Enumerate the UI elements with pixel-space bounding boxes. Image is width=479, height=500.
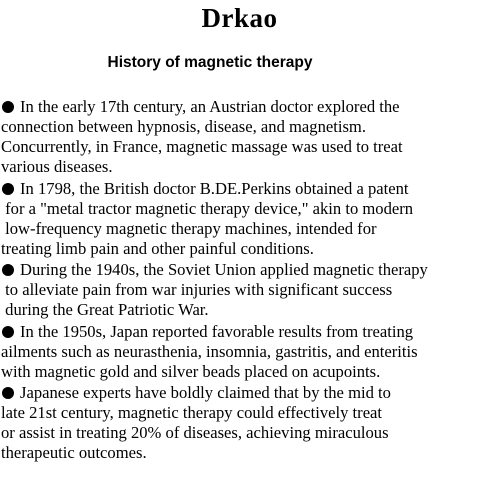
history-item-text: or assist in treating 20% of diseases, achieving miraculous: [1, 423, 389, 443]
history-item-text: connection between hypnosis, disease, and magnetism.: [1, 117, 366, 136]
history-item-text: In the 1950s, Japan reported favorable results from treating: [20, 321, 414, 341]
history-item-text: therapeutic outcomes.: [1, 443, 147, 463]
history-item-text: Japanese experts have boldly claimed that by the mid to: [20, 383, 391, 403]
history-item-text: During the 1940s, the Soviet Union applied magnetic therapy: [20, 260, 428, 280]
brand-title: Drkao: [201, 3, 278, 33]
history-item-text: for a "metal tractor magnetic therapy device," akin to modern: [1, 198, 414, 218]
history-item: [1, 179, 478, 259]
history-item-text: during the Great Patriotic War.: [1, 300, 209, 320]
history-item-text: treating limb pain and other painful conditions.: [1, 238, 314, 258]
bullet-icon: [2, 387, 14, 399]
history-item-text: late 21st century, magnetic therapy could effectively treat: [1, 403, 383, 423]
history-item: [1, 260, 478, 320]
page-title: History of magnetic therapy: [107, 54, 313, 71]
history-list: [1, 97, 478, 465]
history-item-text: In 1798, the British doctor B.DE.Perkins obtained a patent: [20, 178, 409, 198]
history-item-text: Concurrently, in France, magnetic massage was used to treat: [1, 137, 403, 156]
history-item-text: low-frequency magnetic therapy machines, intended for: [1, 218, 377, 238]
history-item: [1, 322, 478, 382]
bullet-icon: [2, 101, 14, 113]
history-item: [1, 97, 478, 177]
history-item-text: to alleviate pain from war injuries with significant success: [1, 280, 393, 300]
bullet-icon: [2, 264, 14, 276]
history-item-text: various diseases.: [1, 157, 113, 176]
history-item-text: with magnetic gold and silver beads placed on acupoints.: [1, 361, 381, 381]
history-item: [1, 383, 478, 463]
bullet-icon: [2, 183, 14, 195]
bullet-icon: [2, 326, 14, 338]
history-item-text: ailments such as neurasthenia, insomnia, gastritis, and enteritis: [1, 341, 418, 361]
history-item-text: In the early 17th century, an Austrian doctor explored the: [20, 97, 400, 116]
